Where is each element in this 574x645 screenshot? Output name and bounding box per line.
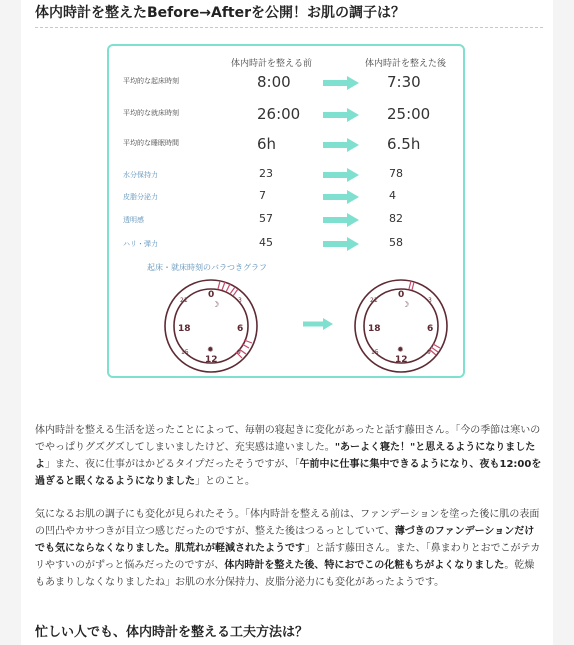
clock-number: 18 bbox=[368, 324, 381, 334]
arrow-right-icon bbox=[323, 138, 359, 152]
clock-number: 9 bbox=[427, 349, 431, 356]
arrow-right-icon bbox=[323, 168, 359, 182]
clock-number: 6 bbox=[427, 324, 434, 334]
after-value: 58 bbox=[389, 236, 403, 249]
arrow-right-icon bbox=[323, 76, 359, 90]
clock-number: 12 bbox=[395, 355, 408, 365]
after-value: 25:00 bbox=[387, 105, 431, 123]
moon-icon: ☽ bbox=[212, 300, 220, 309]
clock-number: 3 bbox=[238, 297, 242, 304]
before-value: 7 bbox=[259, 189, 266, 202]
clock-number: 3 bbox=[428, 297, 432, 304]
arrow-right-icon bbox=[323, 190, 359, 204]
after-value: 7:30 bbox=[387, 73, 421, 91]
clock-number: 12 bbox=[205, 355, 218, 365]
before-value: 6h bbox=[257, 135, 277, 153]
after-value: 78 bbox=[389, 167, 403, 180]
sun-icon: ✹ bbox=[397, 345, 404, 354]
after-value: 6.5h bbox=[387, 135, 421, 153]
after-value: 82 bbox=[389, 212, 403, 225]
body-paragraph: 体内時計を整える生活を送ったことによって、毎朝の寝起きに変化があったと話す藤田さん。「今の季節は寒いのでやっぱりグズグズしてしまいましたけど、充実感は違いました。"あーよく寝た！"と思えるようになりましたよ」また、夜に仕事がはかどるタイプだったそうですが、「午前中に仕事に集中できるようになり、夜も12:00を過ぎると眠くなるようになりました」とのこと。 bbox=[35, 425, 542, 487]
emphasis-text: 午前中に仕事に集中できるようになり、夜も12:00を過ぎると眠くなるようになりました bbox=[35, 459, 542, 487]
moon-icon: ☽ bbox=[402, 300, 410, 309]
clock-number: 0 bbox=[398, 290, 405, 300]
row-label: 透明感 bbox=[123, 216, 144, 224]
before-value: 57 bbox=[259, 212, 273, 225]
before-value: 23 bbox=[259, 167, 273, 180]
arrow-right-icon bbox=[323, 237, 359, 251]
clock-number: 18 bbox=[178, 324, 191, 334]
emphasis-text: 薄づきのファンデーションだけでも気にならなくなりました。肌荒れが軽減されたようです bbox=[35, 526, 535, 554]
before-value: 26:00 bbox=[257, 105, 301, 123]
graph-title: 起床・就床時刻のバラつきグラフ bbox=[147, 263, 267, 272]
heading-divider bbox=[35, 27, 543, 28]
after-value: 4 bbox=[389, 189, 396, 202]
row-label: 皮脂分泌力 bbox=[123, 193, 158, 201]
row-label: 平均的な起床時刻 bbox=[123, 77, 179, 85]
row-label: ハリ・弾力 bbox=[123, 240, 158, 248]
body-paragraph: 気になるお肌の調子にも変化が見られたそう。「体内時計を整える前は、ファンデーションを塗った後に肌の表面の凹凸やカサつきが目立つ感じだったのですが、整えた後はつるっとしていて、薄づきのファンデーションだけでも気にならなくなりました。肌荒れが軽減されたようです」と話す藤田さん。また、「鼻まわりとおでこがテカリやすいのがずっと悩みだったのですが、体内時計を整えた後、特におでこの化粧もちがよくなりました。乾燥もあまりしなくなりましたね」お肌の水分保持力、皮脂分泌力にも変化があったようです。 bbox=[35, 509, 541, 588]
emphasis-text: 体内時計を整えた後、特におでこの化粧もちがよくなりました bbox=[224, 560, 505, 571]
article bbox=[21, 0, 553, 645]
row-label: 水分保持力 bbox=[123, 171, 158, 179]
clock-number: 15 bbox=[181, 349, 189, 356]
before-column-header: 体内時計を整える前 bbox=[231, 59, 313, 69]
row-label: 平均的な就床時刻 bbox=[123, 109, 179, 117]
sun-icon: ✹ bbox=[207, 345, 214, 354]
clock-number: 9 bbox=[237, 349, 241, 356]
clock-number: 21 bbox=[180, 297, 188, 304]
after-column-header: 体内時計を整えた後 bbox=[365, 59, 447, 69]
sub-heading: 忙しい人でも、体内時計を整える工夫方法は？ bbox=[35, 625, 309, 640]
clock-number: 21 bbox=[370, 297, 378, 304]
clock-number: 15 bbox=[371, 349, 379, 356]
arrow-right-icon bbox=[323, 213, 359, 227]
clock-number: 0 bbox=[208, 290, 215, 300]
before-value: 8:00 bbox=[257, 73, 291, 91]
section-heading: 体内時計を整えたBefore→Afterを公開！お肌の調子は？ bbox=[35, 5, 406, 21]
arrow-right-icon bbox=[323, 108, 359, 122]
emphasis-text: "あーよく寝た！"と思えるようになりましたよ bbox=[35, 442, 536, 470]
clock-number: 6 bbox=[237, 324, 244, 334]
after-clock bbox=[341, 278, 461, 374]
before-clock bbox=[151, 278, 271, 374]
row-label: 平均的な睡眠時間 bbox=[123, 139, 179, 147]
before-value: 45 bbox=[259, 236, 273, 249]
arrow-right-icon bbox=[303, 318, 333, 330]
before-after-figure bbox=[107, 44, 465, 378]
